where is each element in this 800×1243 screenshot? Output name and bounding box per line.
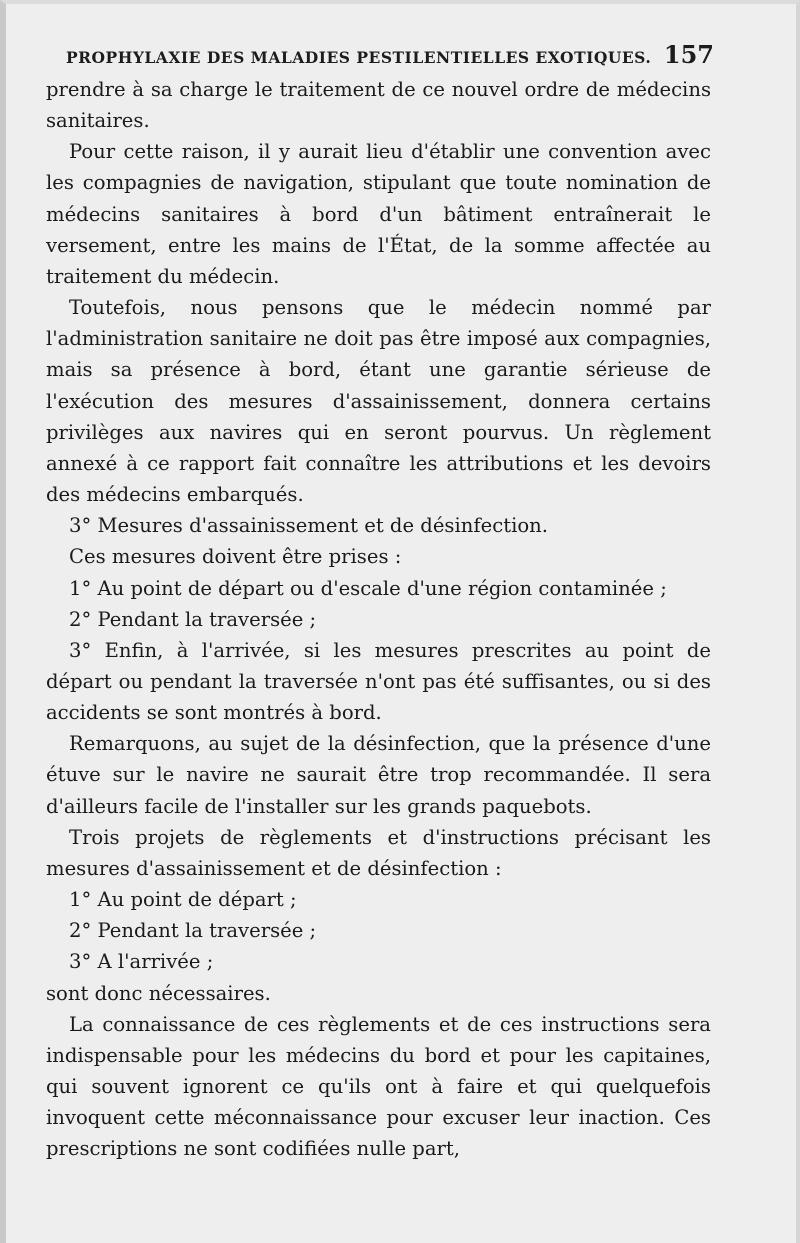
list-item: 2° Pendant la traversée ;	[69, 607, 317, 631]
paragraph: Trois projets de règlements et d'instructions précisant les mesures d'assainissement et de désinfection :	[46, 825, 711, 880]
running-head: PROPHYLAXIE DES MALADIES PESTILENTIELLES EXOTIQUES.	[66, 48, 652, 67]
paragraph: Pour cette raison, il y aurait lieu d'établir une convention avec les compagnies de navigation, stipulant que toute nomination de médecins sanitaires à bord d'un bâtiment entraînerait le versement, entre les mains de l'État, de la somme affectée au traitement du médecin.	[46, 140, 711, 288]
paragraph: Ces mesures doivent être prises :	[69, 545, 402, 569]
page-number: 157	[663, 40, 714, 69]
list-item: 1° Au point de départ ;	[69, 888, 297, 912]
paragraph-continuation: prendre à sa charge le traitement de ce nouvel ordre de médecins sanitaires.	[46, 78, 711, 133]
list-item: 2° Pendant la traversée ;	[69, 919, 317, 943]
list-item: 3° Enfin, à l'arrivée, si les mesures prescrites au point de départ ou pendant la traversée n'ont pas été suffisantes, ou si des accidents se sont montrés à bord.	[46, 638, 711, 725]
list-item: 1° Au point de départ ou d'escale d'une région contaminée ;	[69, 576, 667, 600]
body-text	[46, 74, 711, 1164]
section-heading: 3° Mesures d'assainissement et de désinfection.	[69, 514, 548, 538]
paragraph: Toutefois, nous pensons que le médecin nommé par l'administration sanitaire ne doit pas être imposé aux compagnies, mais sa présence à bord, étant une garantie sérieuse de l'exécution des mesures d'assainissement, donnera certains privilèges aux navires qui en seront pourvus. Un règlement annexé à ce rapport fait connaître les attributions et les devoirs des médecins embarqués.	[46, 296, 711, 507]
paragraph: Remarquons, au sujet de la désinfection, que la présence d'une étuve sur le navire ne saurait être trop recommandée. Il sera d'ailleurs facile de l'installer sur les grands paquebots.	[46, 732, 711, 818]
paragraph: La connaissance de ces règlements et de ces instructions sera indispensable pour les médecins du bord et pour les capitaines, qui souvent ignorent ce qu'ils ont à faire et qui quelquefois invoquent cette méconnaissance pour excuser leur inaction. Ces prescriptions ne sont codifiées nulle part,	[46, 1012, 711, 1161]
page-header	[66, 40, 714, 69]
paragraph-continuation: sont donc nécessaires.	[46, 981, 271, 1005]
list-item: 3° A l'arrivée ;	[69, 950, 214, 974]
